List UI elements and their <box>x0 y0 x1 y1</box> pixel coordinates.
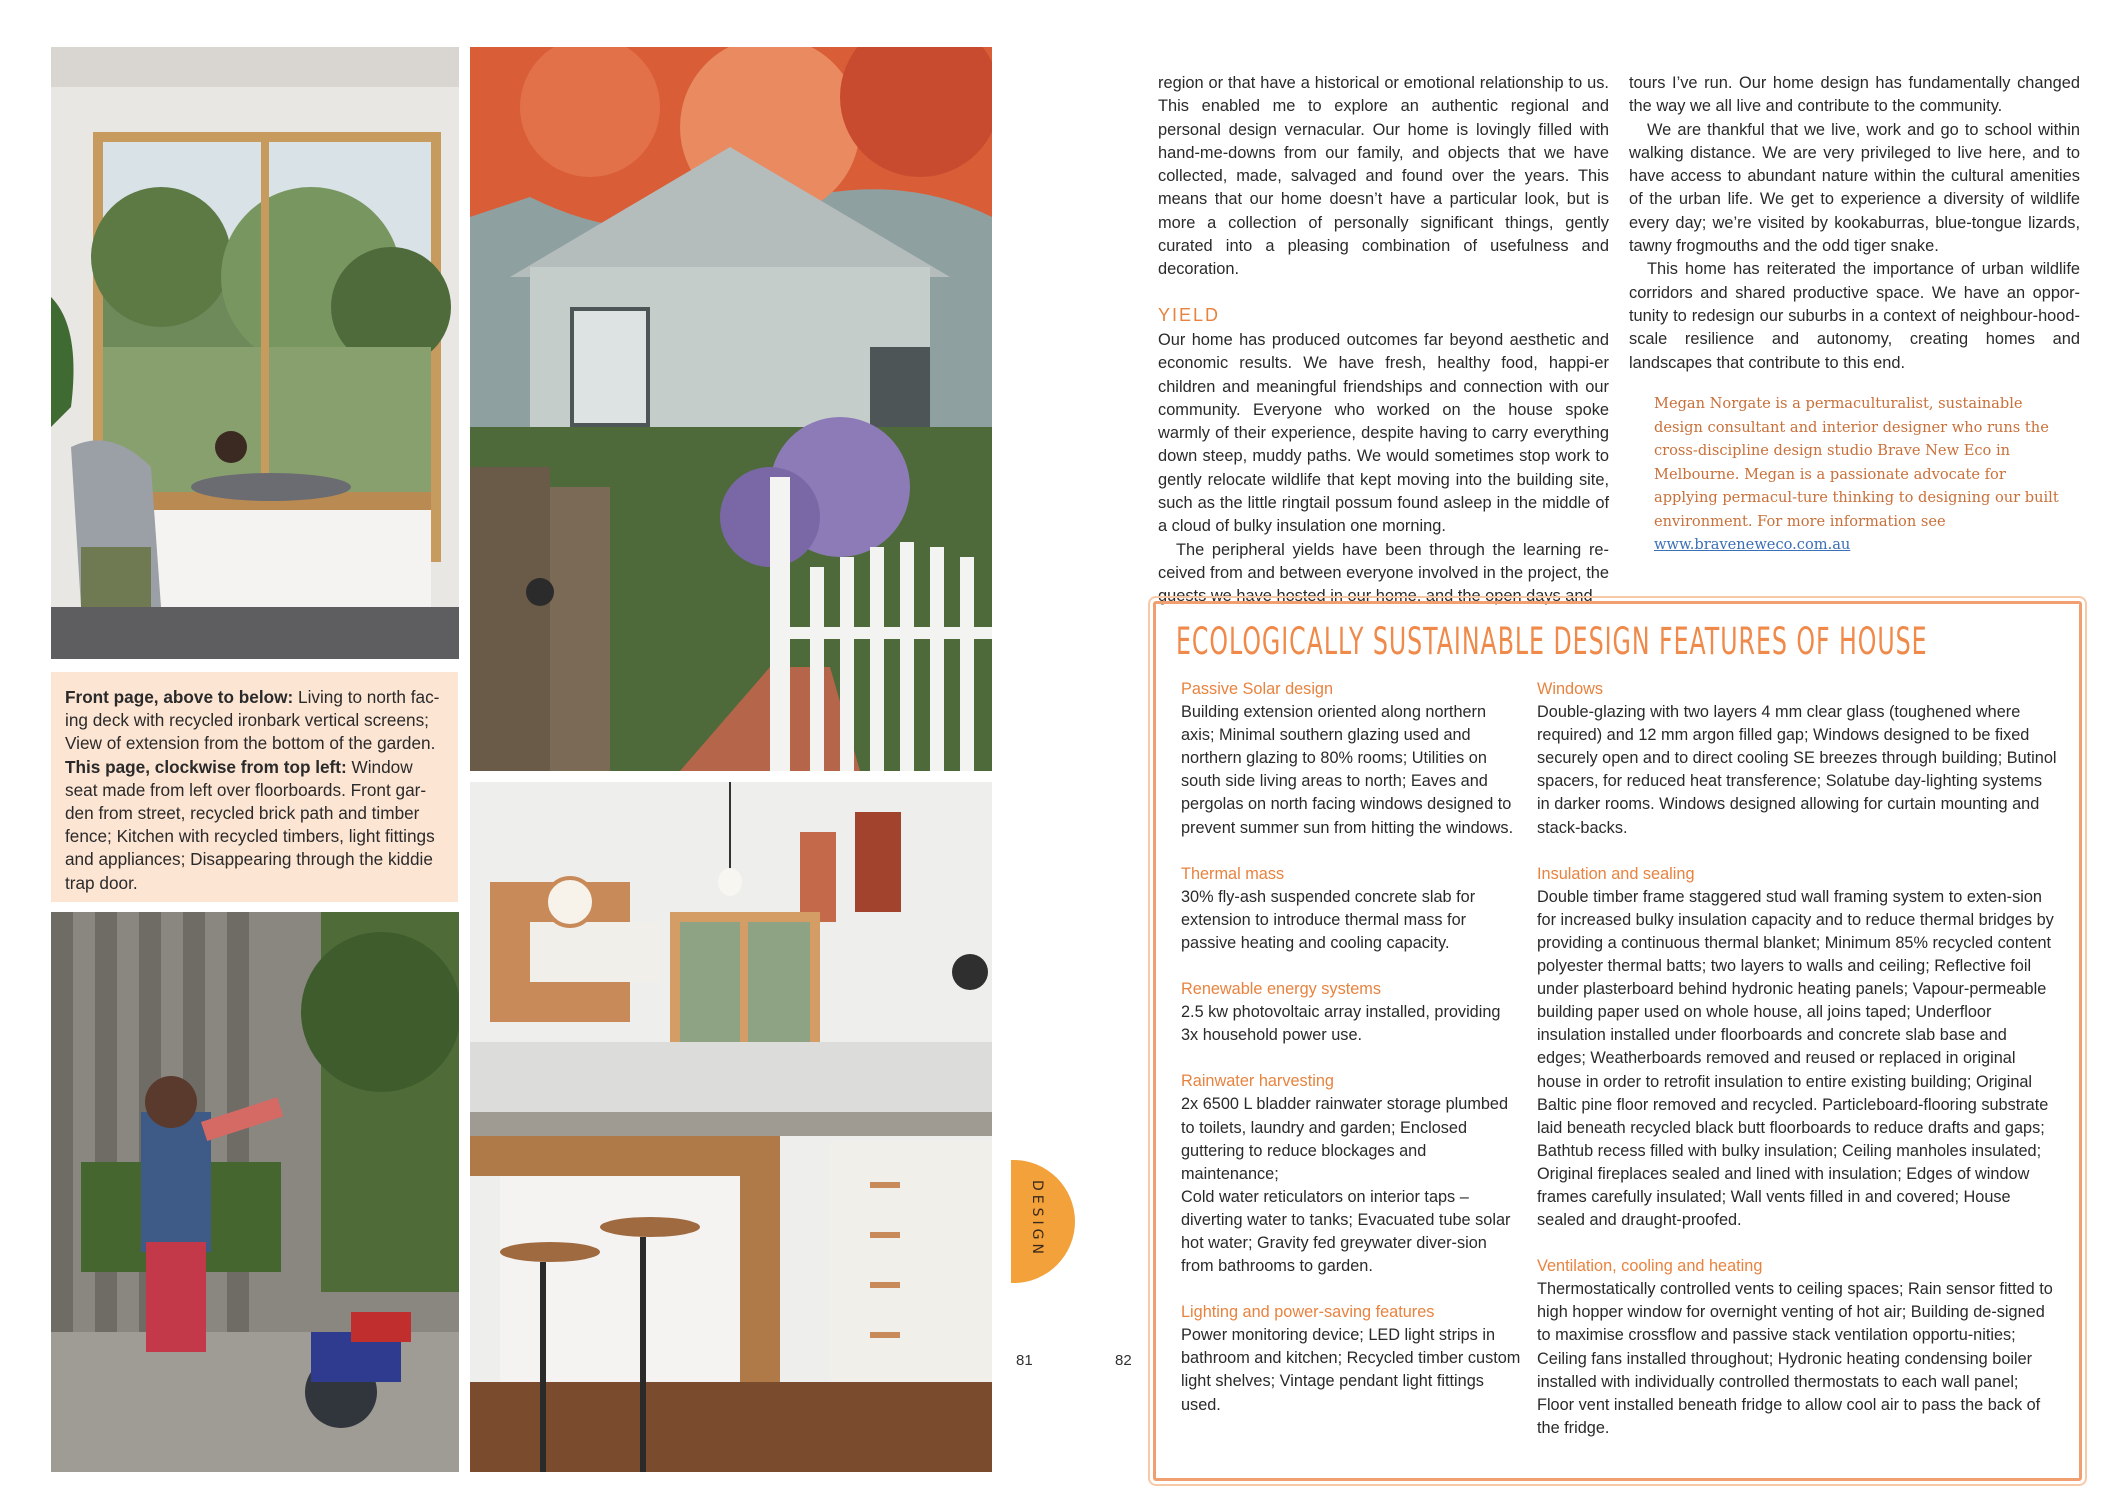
feature-heading: Lighting and power-saving features <box>1181 1303 1435 1322</box>
caption-text-1: Living to north fac-ing deck with recycled ironbark vertical screens; View of extension from the bottom of the garden. <box>65 687 440 754</box>
photo-caption <box>51 672 458 902</box>
feature-item <box>1181 863 1521 955</box>
page-number-left: 81 <box>1016 1352 1033 1369</box>
author-bio-text: Megan Norgate is a permaculturalist, sustainable design consultant and interior designer who runs the cross-discipline design studio Brave New Eco in Melbourne. Megan is a passionate advocate for applying permacul-ture thinking to designing our built environment. <box>1654 395 2059 530</box>
caption-lead-2: This page, clockwise from top left: <box>65 756 347 777</box>
article-paragraph: We are thankful that we live, work and go to school within walking distance. We are very privileged to live here, and to have access to abundant nature within the cultural amenities of the urban life. We get to experience a diversity of wildlife every day; we’re visited by kookaburras, blue-tongue lizards, tawny frogmouths and the odd tiger snake. <box>1629 120 2080 256</box>
feature-heading: Insulation and sealing <box>1537 864 1695 883</box>
caption-lead-1: Front page, above to below: <box>65 687 294 707</box>
article-paragraph: region or that have a historical or emotional relationship to us. This enabled me to explore an authentic regional and personal design vernacular. Our home is lovingly filled with hand-me-downs from our family, and objects that we have collected, made, salvaged and found over the years. This means that our home doesn’t have a particular look, but is more a collection of personally significant things, gently curated into a pleasing combination of usefulness and decoration. <box>1158 74 1609 279</box>
feature-body: Building extension oriented along northern axis; Minimal southern glazing used and northern glazing to 80% rooms; Utilities on south side living areas to north; Eaves and pergolas on north facing windows designed to prevent summer sun from hitting the windows. <box>1181 703 1514 837</box>
article-paragraph: The peripheral yields have been through the learning re-ceived from and between everyone involved in the project, the guests we have hosted in our home, and the open days and <box>1158 540 1609 606</box>
page-number-right: 82 <box>1115 1352 1132 1369</box>
feature-body: Double timber frame staggered stud wall framing system to exten-sion for increased bulky insulation capacity and to reduce thermal bridges by providing a continuous thermal blanket; Minimum 85% recycled content polyester thermal batts; two layers to walls and ceiling; Reflective foil under plasterboard behind hydronic heating panels; Vapour-permeable building paper used on whole house, all joins taped; Underfloor insulation installed under floorboards and concrete slab base and edges; Weatherboards removed and reused or replaced in original house in order to retrofit insulation to entire existing building; Original Baltic pine floor removed and recycled. Particleboard-flooring substrate laid beneath recycled black butt floorboards to reduce drafts and gaps; Bathtub recess filled with bulky insulation; Ceiling manholes insulated; Original fireplaces sealed and lined with insulation; Edges of window frames carefully insulated; Wall vents filled in and covered; House sealed and draught-proofed. <box>1537 887 2054 1230</box>
photo-window-seat <box>51 47 459 659</box>
article-paragraph: This home has reiterated the importance of urban wildlife corridors and shared productive space. We have an oppor-tunity to redesign our suburbs in a context of neighbour-hood-scale resilience and autonomy, creating homes and landscapes that contribute to this end. <box>1629 260 2080 372</box>
feature-item <box>1181 1070 1521 1278</box>
feature-body: Power monitoring device; LED light strips in bathroom and kitchen; Recycled timber custom light shelves; Vintage pendant light fittings used. <box>1181 1326 1521 1414</box>
article-paragraph: tours I’ve run. Our home design has fundamentally changed the way we all live and contribute to the community. <box>1629 74 2080 116</box>
feature-item <box>1181 978 1521 1047</box>
photo-kitchen <box>470 782 992 1472</box>
feature-body: 30% fly-ash suspended concrete slab for extension to introduce thermal mass for passive heating and cooling capacity. <box>1181 887 1476 952</box>
feature-body: 2x 6500 L bladder rainwater storage plumbed to toilets, laundry and garden; Enclosed guttering to reduce blockages and maintenance; <box>1181 1095 1509 1183</box>
article-paragraph: Our home has produced outcomes far beyond aesthetic and economic results. We have fresh, healthy food, happi-er children and meaningful friendships and connection with our community. Everyone who worked on the house spoke warmly of their experience, despite having to carry everything down steep, muddy paths. We would sometimes stop work to gently relocate wildlife that kept moving into the building site, such as the little ringtail possum found asleep in the middle of a cloud of bulky insulation one morning. <box>1158 330 1609 536</box>
photo-trap-door <box>51 912 459 1472</box>
feature-body: 2.5 kw photovoltaic array installed, providing 3x household power use. <box>1181 1003 1501 1045</box>
section-tab-label: DESIGN <box>1029 1180 1045 1258</box>
feature-item <box>1537 678 2057 840</box>
features-title: ECOLOGICALLY SUSTAINABLE DESIGN FEATURES OF HOUSE <box>1176 620 1928 663</box>
feature-item <box>1181 678 1521 840</box>
section-heading-yield: YIELD <box>1158 304 1221 325</box>
feature-item <box>1181 1301 1521 1416</box>
feature-heading: Ventilation, cooling and heating <box>1537 1257 1763 1276</box>
photo-front-garden <box>470 47 992 771</box>
caption-text-2: Window seat made from left over floorboards. Front gar-den from street, recycled brick path and timber fence; Kitchen with recycled timbers, light fittings and appliances; Disappearing through the kiddie trap door. <box>65 756 435 893</box>
article-column-2 <box>1629 72 2080 375</box>
feature-body: Cold water reticulators on interior taps – diverting water to tanks; Evacuated tube solar hot water; Gravity fed greywater diver-sion from bathrooms to garden. <box>1181 1187 1511 1276</box>
section-tab <box>1011 1160 1075 1283</box>
feature-heading: Windows <box>1537 680 1604 698</box>
feature-body: Thermostatically controlled vents to ceiling spaces; Rain sensor fitted to high hopper window for overnight venting of hot air; Building de-signed to maximise crossflow and passive stack ventilation opportu-nities; Ceiling fans installed throughout; Hydronic heating condensing boiler installed with individually controlled thermostats to each wall panel; Floor vent installed beneath fridge to allow cool air to pass the back of the fridge. <box>1537 1280 2053 1437</box>
feature-heading: Passive Solar design <box>1181 680 1334 698</box>
features-column-right <box>1537 678 2057 1463</box>
feature-heading: Thermal mass <box>1181 864 1285 883</box>
feature-item <box>1537 1255 2057 1440</box>
feature-heading: Renewable energy systems <box>1181 980 1381 999</box>
article-column-1 <box>1158 72 1609 609</box>
author-website-link[interactable]: www.braveneweco.com.au <box>1654 536 1851 553</box>
feature-body: Double-glazing with two layers 4 mm clear glass (toughened where required) and 12 mm argon filled gap; Windows designed to be fixed securely open and to direct cooling SE breezes through building; Butinol spacers, for reduced heat transference; Solatube day-lighting systems in darker rooms. Windows designed allowing for curtain mounting and stack-backs. <box>1537 703 2057 837</box>
feature-heading: Rainwater harvesting <box>1181 1072 1334 1091</box>
features-column-left <box>1181 678 1521 1440</box>
author-bio-more: For more information see <box>1757 512 1946 530</box>
author-bio <box>1654 392 2074 557</box>
feature-item <box>1537 863 2057 1233</box>
